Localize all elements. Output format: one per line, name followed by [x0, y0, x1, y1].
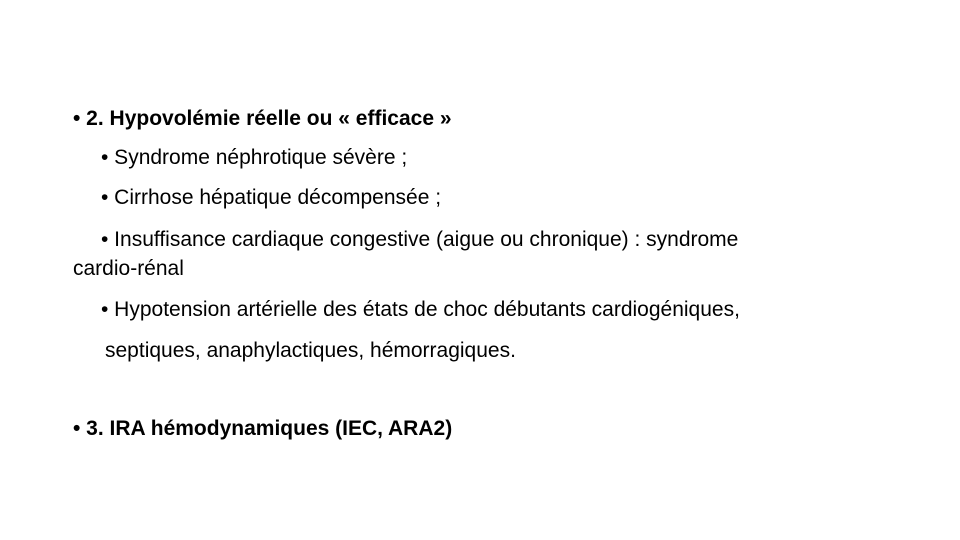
bullet-insuffisance-cardiaque-continuation: cardio-rénal	[73, 257, 184, 280]
bullet-syndrome-nephrotique: • Syndrome néphrotique sévère ;	[101, 146, 408, 169]
bullet-hypotension-continuation: septiques, anaphylactiques, hémorragiques.	[105, 339, 516, 362]
bullet-insuffisance-cardiaque: • Insuffisance cardiaque congestive (aigue ou chronique) : syndrome	[101, 228, 739, 251]
bullet-hypotension: • Hypotension artérielle des états de choc débutants cardiogéniques,	[101, 298, 740, 321]
section-3-heading: • 3. IRA hémodynamiques (IEC, ARA2)	[73, 417, 453, 440]
bullet-cirrhose: • Cirrhose hépatique décompensée ;	[101, 186, 442, 209]
section-2-heading: • 2. Hypovolémie réelle ou « efficace »	[73, 107, 452, 130]
